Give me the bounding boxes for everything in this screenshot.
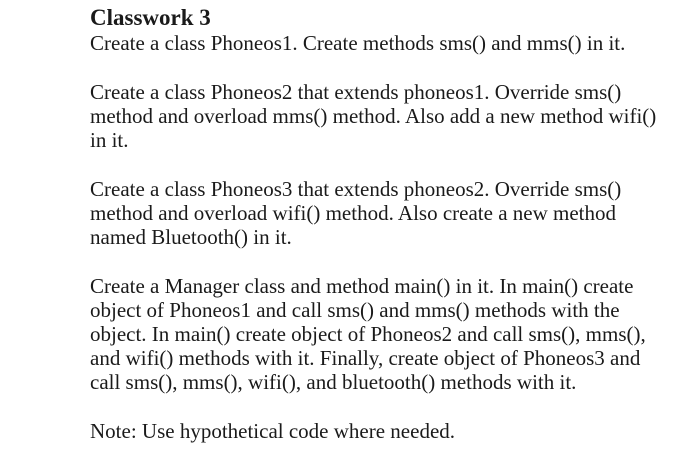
paragraph-phoneos1: Create a class Phoneos1. Create methods sms() and mms() in it. [90,31,626,55]
paragraph-manager: Create a Manager class and method main() in it. In main() create object of Phoneos1 and call sms() and mms() methods with the object. In main() create object of Phoneos2 and call sms(), mms(), and wifi() methods with it. Finally, create object of Phoneos3 and call sms(), mms(), wifi(), and bluetooth() methods with it. [90,274,646,394]
document-title: Classwork 3 [90,5,211,30]
document-body [90,4,690,443]
paragraph-note: Note: Use hypothetical code where needed. [90,419,456,443]
paragraph-phoneos3: Create a class Phoneos3 that extends phoneos2. Override sms() method and overload wifi() method. Also create a new method named Bluetooth() in it. [90,177,622,249]
paragraph-phoneos2: Create a class Phoneos2 that extends phoneos1. Override sms() method and overload mms() method. Also add a new method wifi() in it. [90,80,657,152]
